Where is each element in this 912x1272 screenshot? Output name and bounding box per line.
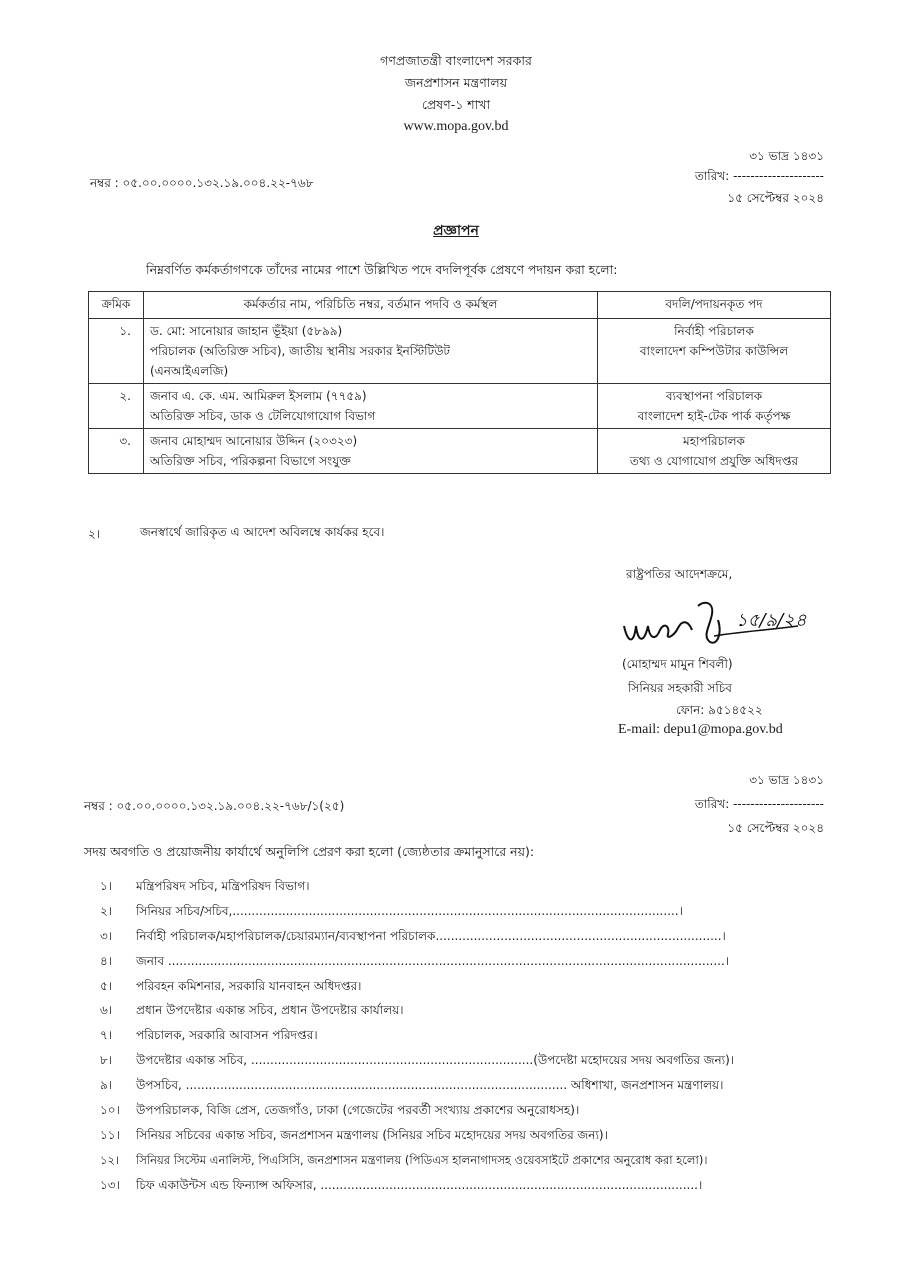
- list-item: ৪। জনাব ..................................................................................................................................................।: [100, 954, 730, 968]
- signatory-name: (মোহাম্মদ মামুন শিবলী): [622, 657, 733, 671]
- header-officer: কর্মকর্তার নাম, পরিচিতি নম্বর, বর্তমান পদবি ও কর্মস্থল: [144, 292, 598, 319]
- transfer-table: [88, 291, 831, 474]
- officer-name: জনাব মোহাম্মদ আনোয়ার উদ্দিন (২০৩২৩): [150, 434, 358, 448]
- table-row: [89, 429, 831, 474]
- signature-date: ১৫/৯/২৪: [736, 610, 807, 631]
- para2-number: ২।: [88, 527, 101, 541]
- officer-designation: অতিরিক্ত সচিব, পরিকল্পনা বিভাগে সংযুক্ত: [150, 454, 351, 468]
- post-title: ব্যবস্থাপনা পরিচালক: [665, 389, 763, 403]
- memo2-date-label: তারিখ: ---------------------: [694, 797, 824, 811]
- memo2-date-english: ১৫ সেপ্টেম্বর ২০২৪: [727, 821, 824, 835]
- header-post: বদলি/পদায়নকৃত পদ: [598, 292, 831, 319]
- row-serial: ১.: [89, 319, 144, 384]
- copy-intro: সদয় অবগতি ও প্রয়োজনীয় কার্যার্থে অনুলিপি প্রেরণ করা হলো (জ্যেষ্ঠতার ক্রমানুসারে নয়):: [84, 844, 535, 859]
- order-line: রাষ্ট্রপতির আদেশক্রমে,: [626, 567, 733, 581]
- memo-number: নম্বর : ০৫.০০.০০০০.১৩২.১৯.০০৪.২২-৭৬৮: [90, 176, 314, 190]
- signatory-email[interactable]: E-mail: depu1@mopa.gov.bd: [618, 722, 783, 737]
- list-item: ৮। উপদেষ্টার একান্ত সচিব, ..........................................................................(উপদেষ্টা মহোদয়ের সদয় অবগতির জন্য)।: [100, 1053, 735, 1067]
- list-item: ৭। পরিচালক, সরকারি আবাসন পরিদপ্তর।: [100, 1028, 318, 1042]
- list-item: ১১। সিনিয়র সচিবের একান্ত সচিব, জনপ্রশাসন মন্ত্রণালয় (সিনিয়র সচিব মহোদয়ের সদয় অবগতির জন্য)।: [100, 1128, 608, 1142]
- officer-designation: অতিরিক্ত সচিব, ডাক ও টেলিযোগাযোগ বিভাগ: [150, 409, 376, 423]
- list-item: ৫। পরিবহন কমিশনার, সরকারি যানবাহন অধিদপ্তর।: [100, 979, 362, 993]
- row-post: [598, 429, 831, 474]
- row-officer: [144, 384, 598, 429]
- list-item: ৬। প্রধান উপদেষ্টার একান্ত সচিব, প্রধান উপদেষ্টার কার্যালয়।: [100, 1003, 404, 1017]
- row-serial: ৩.: [89, 429, 144, 474]
- date-english: ১৫ সেপ্টেম্বর ২০২৪: [727, 191, 824, 205]
- row-officer: [144, 319, 598, 384]
- letterhead: [0, 50, 912, 138]
- list-item: ১২। সিনিয়র সিস্টেম এনালিস্ট, পিএসিসি, জনপ্রশাসন মন্ত্রণালয় (পিডিএস হালনাগাদসহ ওয়েবসাইটে প্রকাশের অনুরোধ করা হলো)।: [100, 1153, 708, 1167]
- row-post: [598, 384, 831, 429]
- signatory-phone: ফোন: ৯৫১৪৫২২: [676, 703, 763, 717]
- signature-icon: [618, 596, 838, 658]
- list-item: ১৩। চিফ একাউন্টস এন্ড ফিন্যান্স অফিসার, ...................................................................................................।: [100, 1178, 703, 1192]
- page-title: প্রজ্ঞাপন: [433, 223, 479, 239]
- list-item: ২। সিনিয়র সচিব/সচিব,.....................................................................................................................।: [100, 904, 683, 918]
- header-serial: ক্রমিক: [89, 292, 144, 319]
- officer-designation-cont: (এনআইএলজি): [150, 364, 229, 378]
- signatory-designation: সিনিয়র সহকারী সচিব: [628, 681, 732, 695]
- table-row: [89, 319, 831, 384]
- para2-text: জনস্বার্থে জারিকৃত এ আদেশ অবিলম্বে কার্যকর হবে।: [140, 525, 385, 539]
- intro-text: নিম্নবর্ণিত কর্মকর্তাগণকে তাঁদের নামের পাশে উল্লিখিত পদে বদলিপূর্বক প্রেষণে পদায়ন করা হলো:: [146, 262, 618, 277]
- govt-name: গণপ্রজাতন্ত্রী বাংলাদেশ সরকার: [380, 53, 532, 68]
- list-item: ১। মন্ত্রিপরিষদ সচিব, মন্ত্রিপরিষদ বিভাগ।: [100, 879, 310, 893]
- memo2-date-bangla: ৩১ ভাদ্র ১৪৩১: [749, 773, 824, 787]
- list-item: ৩। নির্বাহী পরিচালক/মহাপরিচালক/চেয়ারম্যান/ব্যবস্থাপনা পরিচালক...........................................................................।: [100, 929, 726, 943]
- section-name: প্রেষণ-১ শাখা: [421, 97, 491, 112]
- officer-designation: পরিচালক (অতিরিক্ত সচিব), জাতীয় স্থানীয় সরকার ইনস্টিটিউট: [150, 344, 450, 358]
- website-link[interactable]: www.mopa.gov.bd: [403, 119, 509, 134]
- post-title: মহাপরিচালক: [683, 434, 745, 448]
- ministry-name: জনপ্রশাসন মন্ত্রণালয়: [404, 75, 508, 90]
- date-label: তারিখ: ---------------------: [694, 169, 824, 183]
- table-row: [89, 384, 831, 429]
- date-bangla: ৩১ ভাদ্র ১৪৩১: [749, 149, 824, 163]
- row-serial: ২.: [89, 384, 144, 429]
- officer-name: ড. মো: সানোয়ার জাহান ভূঁইয়া (৫৮৯৯): [150, 324, 343, 338]
- row-post: [598, 319, 831, 384]
- memo2-number: নম্বর : ০৫.০০.০০০০.১৩২.১৯.০০৪.২২-৭৬৮/১(২৫): [84, 799, 345, 813]
- post-organization: তথ্য ও যোগাযোগ প্রযুক্তি অধিদপ্তর: [629, 454, 799, 468]
- list-item: ৯। উপসচিব, .................................................................................................... অধিশাখা, জনপ্রশাসন মন্ত্রণালয়।: [100, 1078, 724, 1092]
- post-title: নির্বাহী পরিচালক: [674, 324, 754, 338]
- table-header-row: [89, 292, 831, 319]
- post-organization: বাংলাদেশ হাই-টেক পার্ক কর্তৃপক্ষ: [637, 409, 791, 423]
- officer-name: জনাব এ. কে. এম. আমিরুল ইসলাম (৭৭৫৯): [150, 389, 367, 403]
- list-item: ১০। উপপরিচালক, বিজি প্রেস, তেজগাঁও, ঢাকা (গেজেটের পরবর্তী সংখ্যায় প্রকাশের অনুরোধসহ)।: [100, 1103, 580, 1117]
- post-organization: বাংলাদেশ কম্পিউটার কাউন্সিল: [639, 344, 789, 358]
- row-officer: [144, 429, 598, 474]
